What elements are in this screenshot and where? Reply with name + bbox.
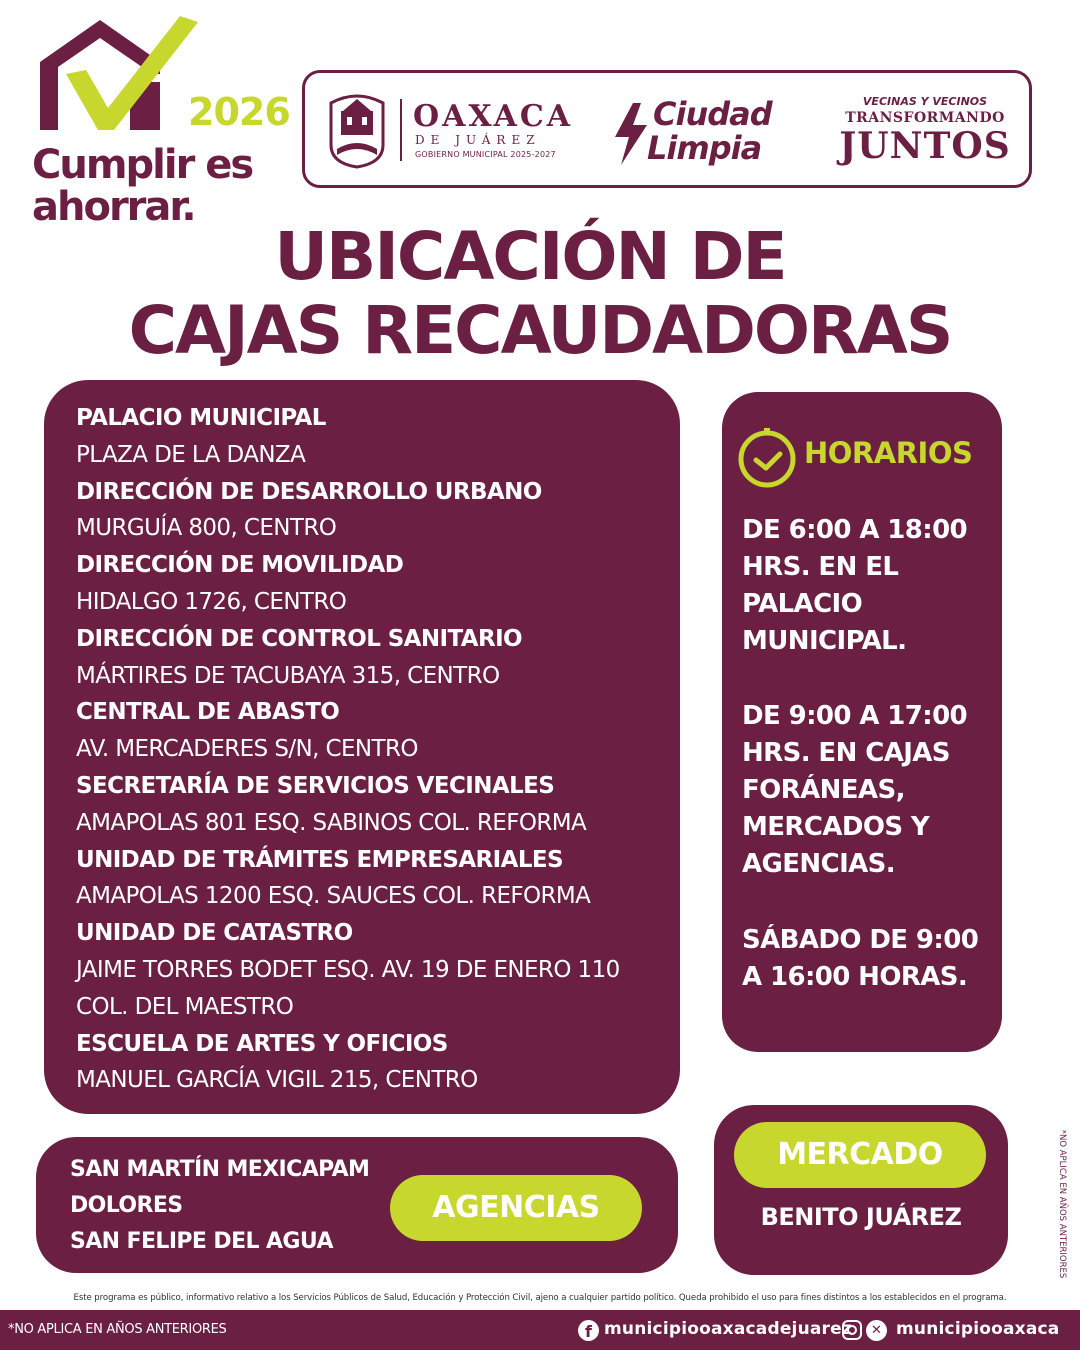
location-name: ESCUELA DE ARTES Y OFICIOS bbox=[76, 1030, 448, 1057]
mercado-badge: MERCADO bbox=[734, 1122, 986, 1188]
x-handle-link[interactable]: municipiooaxaca bbox=[896, 1319, 1060, 1339]
mercado-name: BENITO JUÁREZ bbox=[760, 1203, 962, 1231]
brand-de-juarez: DE JUÁREZ bbox=[415, 133, 541, 147]
disclaimer: Este programa es público, informativo relativo a los Servicios Públicos de Salud, Educación y Protección Civil, ajeno a cualquier partido político. Queda prohibido el uso para fines distintos a los establecidos en el programa. bbox=[73, 1293, 1007, 1303]
mercado-panel bbox=[714, 1105, 1008, 1275]
vertical-note bbox=[1054, 1128, 1070, 1280]
lightning-bolt-icon bbox=[611, 103, 651, 165]
ciudad-limpia-line1: Ciudad bbox=[653, 95, 772, 133]
hours-weekday-palacio: DE 6:00 A 18:00 HRS. EN EL PALACIO MUNICIPAL. bbox=[742, 515, 968, 656]
footer-bar bbox=[0, 1310, 1080, 1350]
logo-slogan-line1: Cumplir es bbox=[32, 142, 253, 188]
location-address: HIDALGO 1726, CENTRO bbox=[76, 588, 347, 615]
page-title-line2: CAJAS RECAUDADORAS bbox=[128, 292, 952, 369]
footer-note: *NO APLICA EN AÑOS ANTERIORES bbox=[8, 1322, 227, 1337]
location-address: MURGUÍA 800, CENTRO bbox=[76, 515, 337, 542]
agencia-item: SAN FELIPE DEL AGUA bbox=[70, 1229, 333, 1254]
location-name: CENTRAL DE ABASTO bbox=[76, 699, 340, 726]
location-address: MÁRTIRES DE TACUBAYA 315, CENTRO bbox=[76, 662, 500, 689]
location-address: JAIME TORRES BODET ESQ. AV. 19 DE ENERO 110 bbox=[76, 956, 620, 983]
location-address: AMAPOLAS 1200 ESQ. SAUCES COL. REFORMA bbox=[76, 883, 591, 910]
agencia-item: DOLORES bbox=[70, 1193, 183, 1218]
hours-title: HORARIOS bbox=[804, 436, 973, 470]
location-name: DIRECCIÓN DE DESARROLLO URBANO bbox=[76, 478, 542, 505]
location-name: DIRECCIÓN DE MOVILIDAD bbox=[76, 552, 404, 579]
agencias-panel bbox=[36, 1137, 678, 1273]
location-name: PALACIO MUNICIPAL bbox=[76, 405, 326, 431]
juntos-top: VECINAS Y VECINOS bbox=[862, 95, 988, 108]
location-address: PLAZA DE LA DANZA bbox=[76, 441, 306, 468]
page-title-line1: UBICACIÓN DE bbox=[274, 218, 786, 295]
facebook-handle-link[interactable]: municipiooaxacadejuarez bbox=[604, 1319, 852, 1339]
location-address: AMAPOLAS 801 ESQ. SABINOS COL. REFORMA bbox=[76, 809, 587, 836]
vertical-note-text: *NO APLICA EN AÑOS ANTERIORES bbox=[1057, 1129, 1067, 1279]
juntos-main: JUNTOS bbox=[839, 125, 1011, 167]
ciudad-limpia-line2: Limpia bbox=[647, 129, 762, 167]
location-address: AV. MERCADERES S/N, CENTRO bbox=[76, 736, 418, 763]
hours-saturday: SÁBADO DE 9:00 A 16:00 HORAS. bbox=[742, 925, 979, 992]
agencia-item: SAN MARTÍN MEXICAPAM bbox=[70, 1157, 370, 1182]
hours-panel bbox=[722, 392, 1002, 1052]
locations-panel bbox=[44, 380, 680, 1114]
campaign-logo bbox=[30, 12, 290, 230]
clock-icon bbox=[736, 428, 798, 490]
instagram-icon[interactable] bbox=[842, 1320, 862, 1340]
x-icon[interactable]: ✕ bbox=[866, 1320, 887, 1341]
brand-gobierno: GOBIERNO MUNICIPAL 2025-2027 bbox=[415, 150, 556, 159]
city-seal-icon bbox=[325, 89, 389, 169]
location-address: MANUEL GARCÍA VIGIL 215, CENTRO bbox=[76, 1067, 478, 1094]
juntos-mid: TRANSFORMANDO bbox=[845, 110, 1005, 126]
location-name: DIRECCIÓN DE CONTROL SANITARIO bbox=[76, 625, 522, 652]
facebook-icon[interactable]: f bbox=[578, 1320, 599, 1341]
hours-weekday-cajas: DE 9:00 A 17:00 HRS. EN CAJAS FORÁNEAS, MERCADOS Y AGENCIAS. bbox=[742, 701, 968, 879]
location-address-line2: COL. DEL MAESTRO bbox=[76, 993, 294, 1020]
location-name: UNIDAD DE TRÁMITES EMPRESARIALES bbox=[76, 846, 563, 873]
logo-slogan-line2: ahorrar. bbox=[32, 184, 195, 230]
brand-divider bbox=[400, 99, 402, 161]
agencias-badge: AGENCIAS bbox=[390, 1175, 642, 1241]
location-name: SECRETARÍA DE SERVICIOS VECINALES bbox=[76, 772, 555, 799]
brand-box bbox=[302, 70, 1032, 188]
location-name: UNIDAD DE CATASTRO bbox=[76, 920, 353, 947]
brand-oaxaca: OAXACA bbox=[413, 99, 574, 134]
logo-year: 2026 bbox=[188, 90, 290, 134]
